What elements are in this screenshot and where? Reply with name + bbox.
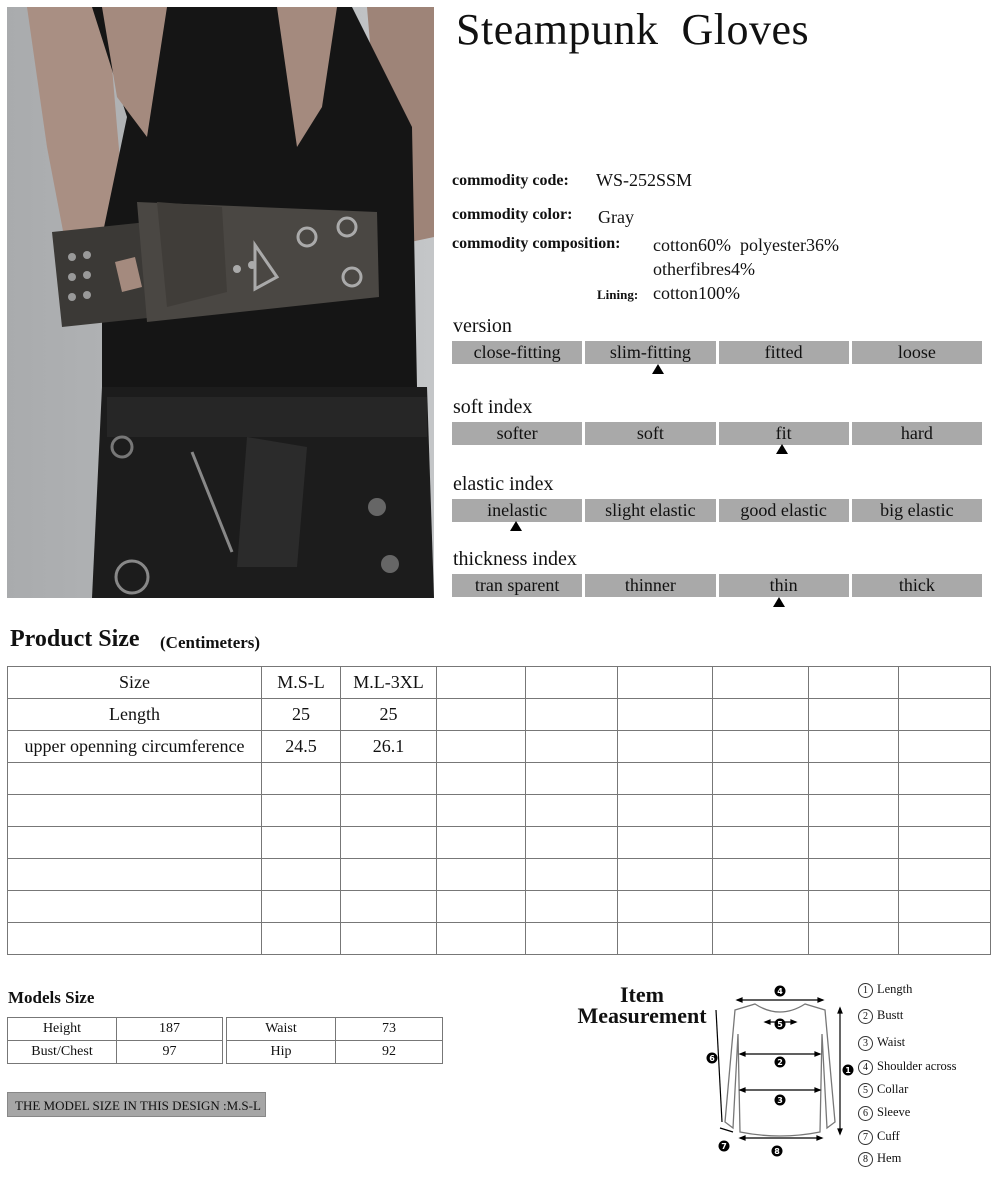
- legend-number-icon: 4: [858, 1060, 873, 1075]
- version-title: version: [453, 315, 512, 337]
- table-cell: [437, 795, 526, 827]
- svg-text:1: 1: [845, 1066, 851, 1075]
- svg-text:2: 2: [777, 1058, 783, 1067]
- product-size-title: Product Size: [10, 626, 140, 652]
- table-cell: [809, 667, 899, 699]
- commodity-composition-value-1: cotton60% polyester36%: [653, 235, 839, 255]
- table-cell: [526, 795, 618, 827]
- table-cell: [437, 667, 526, 699]
- table-cell: [713, 699, 809, 731]
- table-cell: [526, 827, 618, 859]
- table-cell: [618, 891, 713, 923]
- elastic-index-option: slight elastic: [585, 499, 715, 522]
- table-cell: [437, 859, 526, 891]
- table-cell: [262, 795, 341, 827]
- svg-text:6: 6: [709, 1054, 715, 1063]
- table-cell: [899, 667, 991, 699]
- model-wearing-gloves-image: [7, 7, 434, 598]
- model-measure-value: 92: [336, 1041, 443, 1064]
- table-cell: 25: [341, 699, 437, 731]
- elastic-index-title: elastic index: [453, 473, 554, 495]
- version-option: fitted: [719, 341, 849, 364]
- thickness-index-option: thick: [852, 574, 982, 597]
- table-cell: [809, 827, 899, 859]
- table-cell: [526, 923, 618, 955]
- table-cell: [809, 891, 899, 923]
- legend-label: Length: [877, 982, 913, 996]
- commodity-color-value: Gray: [598, 207, 634, 227]
- soft-index-scale: [452, 422, 982, 445]
- table-cell: [341, 891, 437, 923]
- table-cell: [526, 763, 618, 795]
- legend-item: [858, 1059, 957, 1075]
- legend-label: Collar: [877, 1082, 909, 1096]
- soft-index-option: hard: [852, 422, 982, 445]
- table-cell: [713, 763, 809, 795]
- item-measurement-title-line2: Measurement: [577, 1003, 707, 1028]
- table-cell: [899, 923, 991, 955]
- product-title: Steampunk Gloves: [456, 5, 810, 54]
- table-cell: [713, 827, 809, 859]
- table-cell: [713, 923, 809, 955]
- soft-index-marker-icon: [776, 444, 788, 454]
- table-cell: 26.1: [341, 731, 437, 763]
- legend-item: [858, 982, 912, 998]
- legend-number-icon: 6: [858, 1106, 873, 1121]
- soft-index-option: soft: [585, 422, 715, 445]
- table-cell: [341, 923, 437, 955]
- table-cell: [526, 667, 618, 699]
- legend-number-icon: 3: [858, 1036, 873, 1051]
- legend-label: Shoulder across: [877, 1059, 957, 1073]
- thickness-index-marker-icon: [773, 597, 785, 607]
- table-cell: [713, 859, 809, 891]
- thickness-index-scale: [452, 574, 982, 597]
- table-cell: [526, 891, 618, 923]
- soft-index-option: fit: [719, 422, 849, 445]
- table-cell: 25: [262, 699, 341, 731]
- table-row: [8, 827, 991, 859]
- table-row: [8, 1041, 223, 1064]
- model-measure-label: Hip: [227, 1041, 336, 1064]
- legend-number-icon: 7: [858, 1130, 873, 1145]
- table-cell: [262, 923, 341, 955]
- thickness-index-option: thin: [719, 574, 849, 597]
- version-marker-icon: [652, 364, 664, 374]
- svg-text:5: 5: [777, 1020, 783, 1029]
- svg-text:8: 8: [774, 1147, 780, 1156]
- soft-index-title: soft index: [453, 396, 533, 418]
- table-row: [8, 795, 991, 827]
- legend-label: Cuff: [877, 1129, 900, 1143]
- table-cell: [618, 827, 713, 859]
- legend-label: Hem: [877, 1151, 902, 1165]
- elastic-index-option: inelastic: [452, 499, 582, 522]
- table-cell: [618, 763, 713, 795]
- commodity-composition-label: commodity composition:: [452, 235, 621, 252]
- table-cell: [341, 827, 437, 859]
- table-row-header-cell: [8, 859, 262, 891]
- table-cell: [526, 699, 618, 731]
- thickness-index-title: thickness index: [453, 548, 577, 570]
- table-row-header-cell: [8, 795, 262, 827]
- legend-label: Sleeve: [877, 1105, 911, 1119]
- table-cell: [899, 731, 991, 763]
- garment-measurement-diagram: [700, 982, 860, 1164]
- model-size-note: THE MODEL SIZE IN THIS DESIGN :M.S-L: [7, 1092, 266, 1117]
- version-option: close-fitting: [452, 341, 582, 364]
- table-cell: [341, 763, 437, 795]
- table-cell: [341, 795, 437, 827]
- table-row: [227, 1041, 443, 1064]
- legend-item: [858, 1035, 905, 1051]
- legend-item: [858, 1129, 900, 1145]
- table-cell: [899, 891, 991, 923]
- elastic-index-option: good elastic: [719, 499, 849, 522]
- commodity-code-value: WS-252SSM: [596, 170, 693, 190]
- table-row: [227, 1018, 443, 1041]
- table-cell: M.L-3XL: [341, 667, 437, 699]
- lining-value: cotton100%: [653, 283, 740, 303]
- table-row-header-cell: [8, 827, 262, 859]
- table-cell: [262, 859, 341, 891]
- table-cell: 24.5: [262, 731, 341, 763]
- version-scale: [452, 341, 982, 364]
- legend-label: Waist: [877, 1035, 906, 1049]
- table-cell: [899, 795, 991, 827]
- table-cell: [713, 667, 809, 699]
- table-cell: [713, 731, 809, 763]
- product-photo: [7, 7, 434, 598]
- lining-label: Lining:: [597, 287, 639, 302]
- table-cell: [899, 827, 991, 859]
- thickness-index-option: tran sparent: [452, 574, 582, 597]
- legend-item: [858, 1105, 910, 1121]
- version-option: loose: [852, 341, 982, 364]
- legend-item: [858, 1008, 903, 1024]
- table-cell: [713, 891, 809, 923]
- svg-text:3: 3: [777, 1096, 783, 1105]
- table-row: [8, 1018, 223, 1041]
- table-cell: [809, 795, 899, 827]
- table-cell: [526, 859, 618, 891]
- legend-number-icon: 5: [858, 1083, 873, 1098]
- model-measure-label: Height: [8, 1018, 117, 1041]
- table-row: [8, 699, 991, 731]
- table-row-header-cell: [8, 763, 262, 795]
- table-row-header-cell: upper openning circumference: [8, 731, 262, 763]
- elastic-index-marker-icon: [510, 521, 522, 531]
- table-row: [8, 859, 991, 891]
- model-measure-label: Bust/Chest: [8, 1041, 117, 1064]
- table-cell: [809, 859, 899, 891]
- table-row: [8, 731, 991, 763]
- table-row-header-cell: Size: [8, 667, 262, 699]
- table-cell: [262, 891, 341, 923]
- table-cell: [809, 763, 899, 795]
- table-cell: [618, 731, 713, 763]
- table-cell: [437, 827, 526, 859]
- legend-item: [858, 1082, 908, 1098]
- table-cell: [618, 923, 713, 955]
- legend-label: Bustt: [877, 1008, 904, 1022]
- table-row-header-cell: [8, 923, 262, 955]
- table-cell: [262, 827, 341, 859]
- table-cell: [526, 731, 618, 763]
- table-row: [8, 763, 991, 795]
- table-cell: [809, 923, 899, 955]
- commodity-composition-value-2: otherfibres4%: [653, 259, 755, 279]
- table-cell: [713, 795, 809, 827]
- models-size-table-left: [7, 1017, 223, 1064]
- table-row-header-cell: Length: [8, 699, 262, 731]
- legend-number-icon: 2: [858, 1009, 873, 1024]
- table-cell: [437, 891, 526, 923]
- table-cell: [809, 699, 899, 731]
- table-cell: [809, 731, 899, 763]
- table-cell: [899, 859, 991, 891]
- version-option: slim-fitting: [585, 341, 715, 364]
- table-cell: [437, 699, 526, 731]
- product-size-table: [7, 666, 991, 955]
- models-size-title: Models Size: [8, 988, 95, 1007]
- legend-number-icon: 1: [858, 983, 873, 998]
- table-row: [8, 923, 991, 955]
- models-size-table-right: [226, 1017, 443, 1064]
- thickness-index-option: thinner: [585, 574, 715, 597]
- commodity-code-label: commodity code:: [452, 172, 569, 189]
- soft-index-option: softer: [452, 422, 582, 445]
- table-cell: [262, 763, 341, 795]
- svg-text:4: 4: [777, 987, 783, 996]
- legend-number-icon: 8: [858, 1152, 873, 1167]
- table-cell: [437, 923, 526, 955]
- elastic-index-scale: [452, 499, 982, 522]
- table-cell: [341, 859, 437, 891]
- table-row-header-cell: [8, 891, 262, 923]
- table-row: [8, 891, 991, 923]
- legend-item: [858, 1151, 901, 1167]
- model-measure-value: 97: [117, 1041, 223, 1064]
- table-row: [8, 667, 991, 699]
- table-cell: [618, 667, 713, 699]
- product-size-unit: (Centimeters): [160, 633, 261, 652]
- model-measure-value: 73: [336, 1018, 443, 1041]
- svg-text:7: 7: [721, 1142, 727, 1151]
- table-cell: [437, 731, 526, 763]
- model-measure-label: Waist: [227, 1018, 336, 1041]
- table-cell: [618, 795, 713, 827]
- table-cell: [618, 699, 713, 731]
- table-cell: [899, 699, 991, 731]
- item-measurement-title-line1: Item: [620, 982, 664, 1007]
- table-cell: [899, 763, 991, 795]
- table-cell: M.S-L: [262, 667, 341, 699]
- table-cell: [618, 859, 713, 891]
- model-measure-value: 187: [117, 1018, 223, 1041]
- table-cell: [437, 763, 526, 795]
- elastic-index-option: big elastic: [852, 499, 982, 522]
- commodity-color-label: commodity color:: [452, 206, 573, 223]
